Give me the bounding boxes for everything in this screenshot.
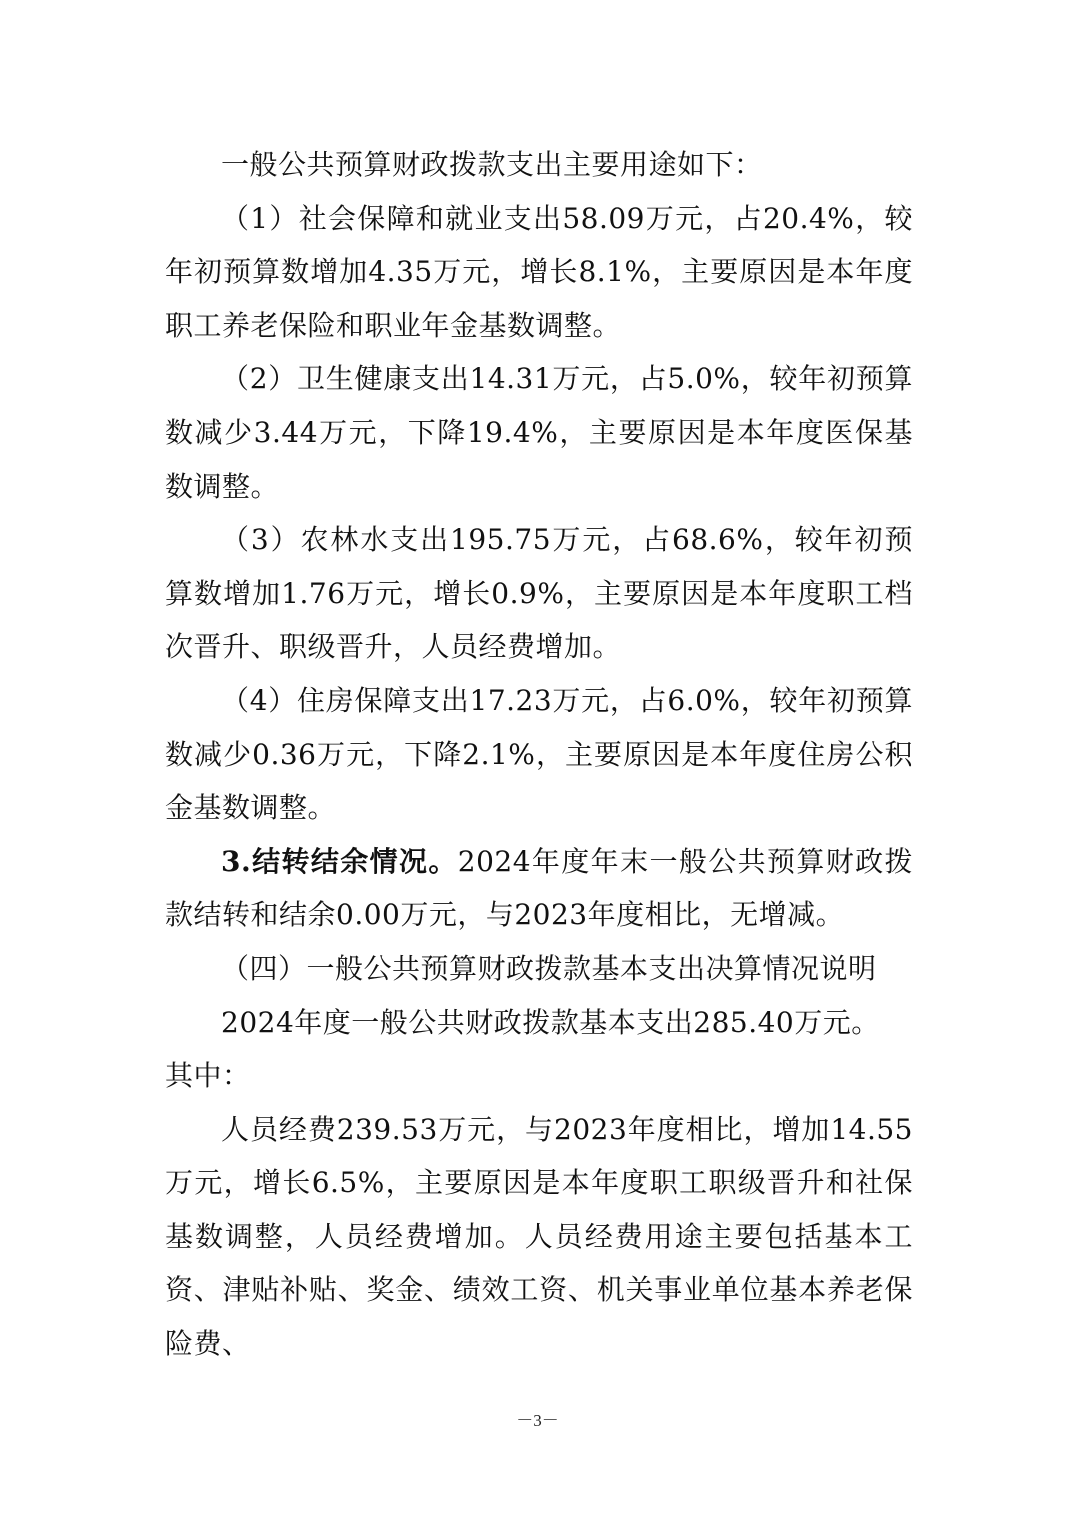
- carryover-text: 2024年度年末一般公共预算财政拨款结转和结余0.00万元，与2023年度相比，无增减。: [165, 844, 913, 932]
- paragraph-personnel: 人员经费239.53万元，与2023年度相比，增加14.55万元，增长6.5%，主要原因是本年度职工职级晋升和社保基数调整，人员经费增加。人员经费用途主要包括基本工资、津贴补贴、奖金、绩效工资、机关事业单位基本养老保险费、: [165, 1112, 913, 1361]
- carryover-heading: 3.结转结余情况。: [221, 844, 458, 878]
- paragraph-intro: 一般公共预算财政拨款支出主要用途如下：: [221, 148, 763, 181]
- document-body: [165, 138, 913, 1371]
- paragraph-item-2: （2）卫生健康支出14.31万元，占5.0%，较年初预算数减少3.44万元，下降19.4%，主要原因是本年度医保基数调整。: [165, 362, 913, 503]
- page-number: －3－: [516, 1411, 559, 1430]
- paragraph-basic-total: 2024年度一般公共财政拨款基本支出285.40万元。: [221, 1005, 880, 1039]
- paragraph-item-4: （4）住房保障支出17.23万元，占6.0%，较年初预算数减少0.36万元，下降2.1%，主要原因是本年度住房公积金基数调整。: [165, 683, 913, 825]
- section-heading-basic-expenditure: （四）一般公共预算财政拨款基本支出决算情况说明: [221, 951, 877, 985]
- paragraph-item-3: （3）农林水支出195.75万元，占68.6%，较年初预算数增加1.76万元，增长0.9%，主要原因是本年度职工档次晋升、职级晋升，人员经费增加。: [165, 523, 913, 664]
- paragraph-item-1: （1）社会保障和就业支出58.09万元，占20.4%，较年初预算数增加4.35万元，增长8.1%，主要原因是本年度职工养老保险和职业年金基数调整。: [165, 201, 913, 342]
- paragraph-among: 其中：: [165, 1059, 251, 1093]
- paragraph-carryover: [165, 835, 913, 942]
